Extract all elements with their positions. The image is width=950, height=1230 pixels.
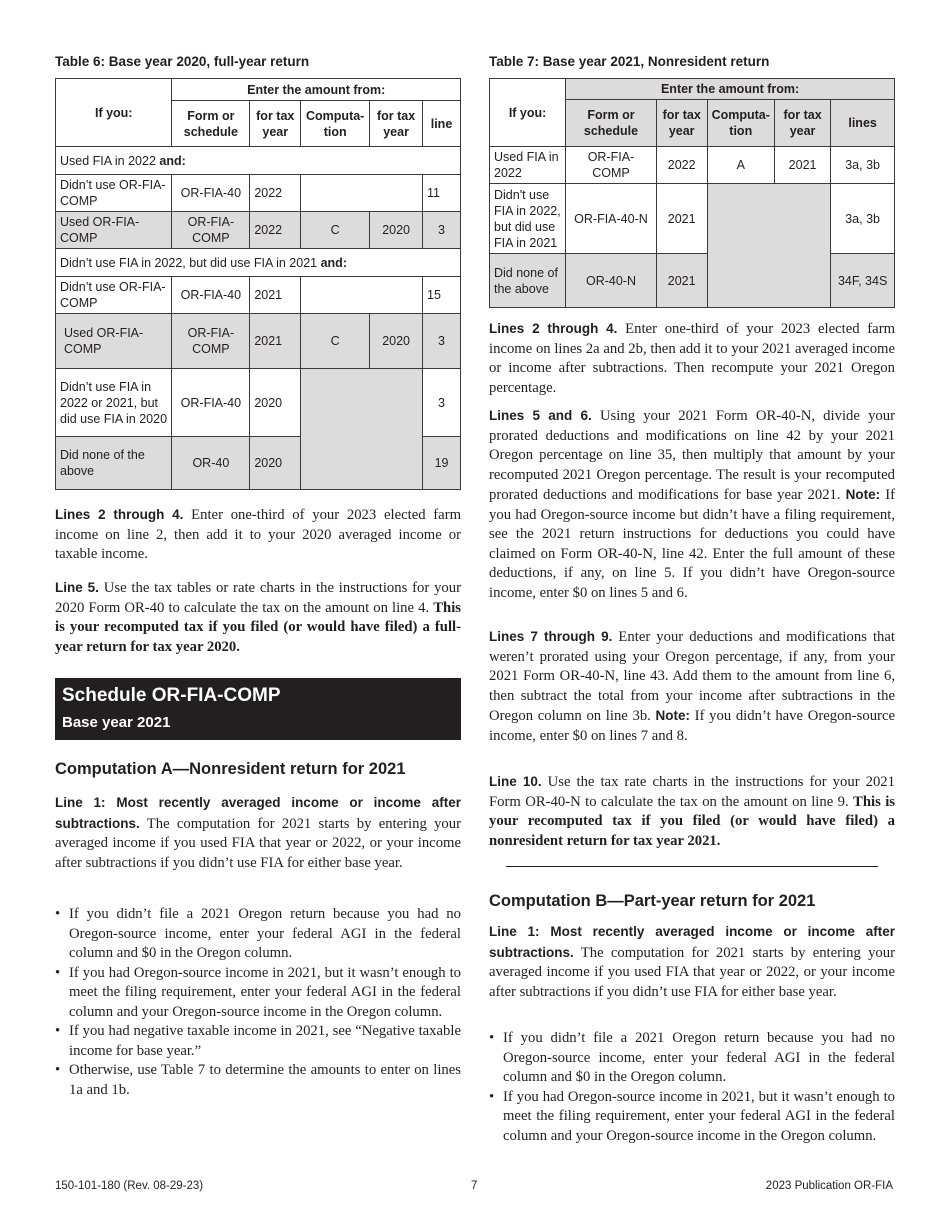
table-row: Didn’t use FIA in 2022 or 2021, but did use FIA in 2020 OR-FIA-40 2020 3 (56, 369, 461, 437)
comp-a-bullets (55, 905, 461, 1100)
table-row: Did none of the above OR-40-N 2021 34F, 34S (490, 254, 895, 308)
table-row: Used FIA in 2022 OR-FIA-COMP 2022 A 2021 3a, 3b (490, 147, 895, 184)
t6-header-tax-year: for tax year (250, 101, 301, 147)
right-lines-5-6: Lines 5 and 6. Using your 2021 Form OR-40-N, divide your prorated deductions and modifications on line 42 by your 2021 Oregon percentage on line 35, then multiply that amount by your recomputed 2021 Oregon percentage. The result is your recomputed prorated deductions and modifications for base year 2021. Note: If you had Oregon-source income but didn’t have a filing requirement, see the 2021 return instructions for deductions you could have claimed on Form OR-40-N, line 42. Enter the full amount of these deductions, if any, on line 5. If you didn’t have Oregon-source income, enter $0 on lines 5 and 6. (489, 408, 895, 601)
comp-a-heading: Computation A—Nonresident return for 2021 (55, 760, 406, 778)
table7-caption: Table 7: Base year 2021, Nonresident return (489, 54, 770, 69)
t7-header-if-you: If you: (490, 79, 566, 147)
banner-subtitle: Base year 2021 (62, 714, 171, 731)
right-line-10: Line 10. Use the tax rate charts in the instructions for your 2021 Form OR-40-N to calculate the tax on the amount on line 9. This is your recomputed tax if you filed (or would have filed) a nonresident return for tax year 2021. (489, 774, 895, 849)
footer-page-number: 7 (471, 1180, 478, 1192)
footer-form-number: 150-101-180 (Rev. 08-29-23) (55, 1180, 204, 1192)
table-row: Didn’t use OR-FIA-COMP OR-FIA-40 2022 11 (56, 175, 461, 212)
t7-header-lines: lines (831, 100, 895, 147)
t6-header-computation: Computa-tion (301, 101, 370, 147)
table-row: Didn't use FIA in 2022, but did use FIA in 2021 OR-FIA-40-N 2021 3a, 3b (490, 184, 895, 254)
t7-header-tax-year-2: for tax year (774, 100, 830, 147)
t6-header-tax-year-2: for tax year (370, 101, 423, 147)
left-lines-2-4: Lines 2 through 4. Enter one-third of your 2023 elected farm income on line 2, then add it to your 2020 averaged income or taxable income. (55, 507, 462, 562)
t6-header-enter: Enter the amount from: (172, 79, 461, 101)
table-row: Didn’t use OR-FIA-COMP OR-FIA-40 2021 15 (56, 277, 461, 314)
t7-header-tax-year: for tax year (656, 100, 707, 147)
list-item: • Otherwise, use Table 7 to determine the amounts to enter on lines 1a and 1b. (55, 1061, 461, 1100)
comp-b-line-1: Line 1: Most recently averaged income or income after subtractions. The computation for 2021 starts by entering your averaged income if you used FIA that year or 2022, or your income after subtractions if you didn’t use FIA for either base year. (489, 924, 895, 1000)
t7-header-computation: Computa-tion (707, 100, 774, 147)
table-row: Used OR-FIA-COMP OR-FIA-COMP 2022 C 2020 3 (56, 212, 461, 249)
t6-header-form: Form or schedule (172, 101, 250, 147)
schedule-banner (55, 678, 461, 740)
t6-header-line: line (423, 101, 461, 147)
list-item: • If you had Oregon-source income in 2021, but it wasn’t enough to meet the filing requirement, enter your federal AGI in the federal column and your Oregon-source income in the Oregon column. (489, 1088, 895, 1147)
banner-title: Schedule OR-FIA-COMP (62, 685, 281, 706)
list-item: • If you had negative taxable income in 2021, see “Negative taxable income for base year.” (55, 1022, 461, 1061)
table-row: Used OR-FIA-COMP OR-FIA-COMP 2021 C 2020 3 (56, 314, 461, 369)
list-item: • If you didn’t file a 2021 Oregon return because you had no Oregon-source income, enter your federal AGI in the federal column and $0 in the Oregon column. (489, 1029, 895, 1088)
comp-b-heading: Computation B—Part-year return for 2021 (489, 892, 816, 910)
list-item: • If you didn’t file a 2021 Oregon return because you had no Oregon-source income, enter your federal AGI in the federal column and $0 in the Oregon column. (55, 905, 461, 964)
table6 (55, 78, 461, 490)
footer-publication: 2023 Publication OR-FIA (765, 1180, 893, 1192)
table7 (489, 78, 895, 308)
t6-header-if-you: If you: (56, 79, 172, 147)
table-row: Did none of the above OR-40 2020 19 (56, 437, 461, 490)
right-lines-2-4: Lines 2 through 4. Enter one-third of your 2023 elected farm income on lines 2a and 2b, then add it to your 2021 averaged income or income after subtractions. Then recompute your 2021 Oregon percentage. (489, 321, 896, 396)
table6-caption: Table 6: Base year 2020, full-year return (55, 54, 310, 69)
list-item: • If you had Oregon-source income in 2021, but it wasn’t enough to meet the filing requirement, enter your federal AGI in the federal column and your Oregon-source income in the Oregon column. (55, 964, 461, 1023)
t6-section-2: Didn’t use FIA in 2022, but did use FIA in 2021 and: (56, 249, 461, 277)
t6-section-1: Used FIA in 2022 and: (56, 147, 461, 175)
comp-a-line-1: Line 1: Most recently averaged income or income after subtractions. The computation for 2021 starts by entering your averaged income if you used FIA that year or 2022, or your income after subtractions if you didn’t use FIA for either base year. (55, 795, 461, 871)
comp-b-bullets (489, 1029, 895, 1146)
left-line-5: Line 5. Use the tax tables or rate charts in the instructions for your 2020 Form OR-40 to calculate the tax on the amount on line 4. This is your recomputed tax if you filed (or would have filed) a full-year return for tax year 2020. (55, 580, 462, 655)
right-lines-7-9: Lines 7 through 9. Enter your deductions and modifications that weren’t prorated using your Oregon percentage, if any, from your 2021 Form OR-40-N, line 43. Add them to the amount from line 6, then subtract the total from your income after subtractions in the Oregon column on line 3b. Note: If you didn’t have Oregon-source income, enter $0 on lines 7 and 8. (489, 629, 895, 744)
t7-header-enter: Enter the amount from: (566, 79, 895, 100)
section-divider (506, 866, 878, 867)
t7-header-form: Form or schedule (566, 100, 657, 147)
